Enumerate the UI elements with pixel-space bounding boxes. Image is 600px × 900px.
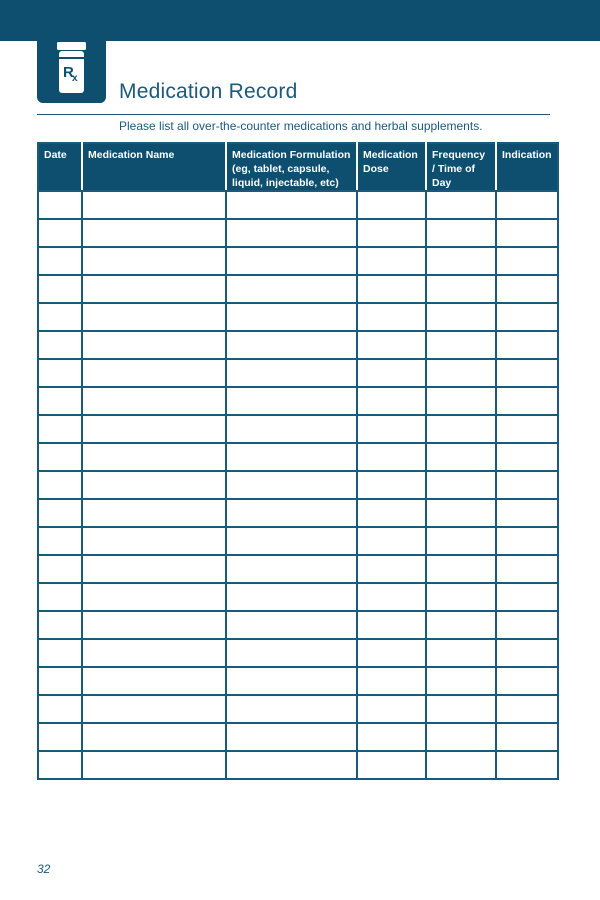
dose-cell[interactable] bbox=[357, 751, 426, 779]
date-cell[interactable] bbox=[38, 303, 82, 331]
formulation-cell[interactable] bbox=[226, 415, 357, 443]
frequency-cell[interactable] bbox=[426, 723, 496, 751]
formulation-cell[interactable] bbox=[226, 583, 357, 611]
table-row bbox=[38, 275, 558, 303]
indication-cell[interactable] bbox=[496, 639, 558, 667]
date-cell[interactable] bbox=[38, 247, 82, 275]
table-row bbox=[38, 499, 558, 527]
frequency-cell[interactable] bbox=[426, 359, 496, 387]
date-cell[interactable] bbox=[38, 219, 82, 247]
formulation-cell[interactable] bbox=[226, 443, 357, 471]
title-divider bbox=[37, 114, 550, 115]
date-cell[interactable] bbox=[38, 387, 82, 415]
medication-name-cell[interactable] bbox=[82, 723, 226, 751]
table-row bbox=[38, 723, 558, 751]
indication-cell[interactable] bbox=[496, 583, 558, 611]
column-header-date: Date bbox=[38, 143, 82, 191]
indication-cell[interactable] bbox=[496, 275, 558, 303]
date-cell[interactable] bbox=[38, 555, 82, 583]
dose-cell[interactable] bbox=[357, 219, 426, 247]
prescription-bottle-icon bbox=[37, 41, 106, 103]
date-cell[interactable] bbox=[38, 471, 82, 499]
formulation-cell[interactable] bbox=[226, 303, 357, 331]
table-row bbox=[38, 667, 558, 695]
frequency-cell[interactable] bbox=[426, 695, 496, 723]
date-cell[interactable] bbox=[38, 415, 82, 443]
dose-cell[interactable] bbox=[357, 191, 426, 219]
medication-name-cell[interactable] bbox=[82, 667, 226, 695]
column-header-frequency: Frequency / Time of Day bbox=[426, 143, 496, 191]
indication-cell[interactable] bbox=[496, 527, 558, 555]
frequency-cell[interactable] bbox=[426, 527, 496, 555]
table-row bbox=[38, 415, 558, 443]
dose-cell[interactable] bbox=[357, 303, 426, 331]
dose-cell[interactable] bbox=[357, 247, 426, 275]
indication-cell[interactable] bbox=[496, 695, 558, 723]
date-cell[interactable] bbox=[38, 527, 82, 555]
formulation-cell[interactable] bbox=[226, 191, 357, 219]
formulation-cell[interactable] bbox=[226, 751, 357, 779]
medication-name-cell[interactable] bbox=[82, 247, 226, 275]
dose-cell[interactable] bbox=[357, 639, 426, 667]
medication-name-cell[interactable] bbox=[82, 387, 226, 415]
table-row bbox=[38, 303, 558, 331]
date-cell[interactable] bbox=[38, 611, 82, 639]
medication-name-cell[interactable] bbox=[82, 583, 226, 611]
indication-cell[interactable] bbox=[496, 331, 558, 359]
frequency-cell[interactable] bbox=[426, 387, 496, 415]
dose-cell[interactable] bbox=[357, 471, 426, 499]
dose-cell[interactable] bbox=[357, 667, 426, 695]
medication-name-cell[interactable] bbox=[82, 555, 226, 583]
table-row bbox=[38, 695, 558, 723]
page-number: 32 bbox=[37, 862, 51, 876]
date-cell[interactable] bbox=[38, 695, 82, 723]
formulation-cell[interactable] bbox=[226, 555, 357, 583]
date-cell[interactable] bbox=[38, 583, 82, 611]
table-row bbox=[38, 443, 558, 471]
indication-cell[interactable] bbox=[496, 247, 558, 275]
table-row bbox=[38, 247, 558, 275]
frequency-cell[interactable] bbox=[426, 247, 496, 275]
frequency-cell[interactable] bbox=[426, 667, 496, 695]
date-cell[interactable] bbox=[38, 639, 82, 667]
date-cell[interactable] bbox=[38, 275, 82, 303]
dose-cell[interactable] bbox=[357, 387, 426, 415]
medication-name-cell[interactable] bbox=[82, 695, 226, 723]
dose-cell[interactable] bbox=[357, 331, 426, 359]
date-cell[interactable] bbox=[38, 751, 82, 779]
medication-name-cell[interactable] bbox=[82, 611, 226, 639]
indication-cell[interactable] bbox=[496, 303, 558, 331]
dose-cell[interactable] bbox=[357, 415, 426, 443]
table-row bbox=[38, 331, 558, 359]
frequency-cell[interactable] bbox=[426, 471, 496, 499]
formulation-cell[interactable] bbox=[226, 275, 357, 303]
frequency-cell[interactable] bbox=[426, 555, 496, 583]
indication-cell[interactable] bbox=[496, 611, 558, 639]
formulation-cell[interactable] bbox=[226, 387, 357, 415]
formulation-cell[interactable] bbox=[226, 359, 357, 387]
column-header-formulation: Medication Formulation (eg, tablet, capsule, liquid, injectable, etc) bbox=[226, 143, 357, 191]
frequency-cell[interactable] bbox=[426, 331, 496, 359]
frequency-cell[interactable] bbox=[426, 191, 496, 219]
svg-text:R: R bbox=[63, 64, 74, 81]
formulation-cell[interactable] bbox=[226, 499, 357, 527]
dose-cell[interactable] bbox=[357, 359, 426, 387]
date-cell[interactable] bbox=[38, 191, 82, 219]
indication-cell[interactable] bbox=[496, 443, 558, 471]
formulation-cell[interactable] bbox=[226, 219, 357, 247]
table-row bbox=[38, 527, 558, 555]
svg-text:x: x bbox=[72, 73, 78, 84]
date-cell[interactable] bbox=[38, 499, 82, 527]
frequency-cell[interactable] bbox=[426, 639, 496, 667]
table-row bbox=[38, 639, 558, 667]
table-row bbox=[38, 359, 558, 387]
dose-cell[interactable] bbox=[357, 443, 426, 471]
medication-name-cell[interactable] bbox=[82, 191, 226, 219]
medication-name-cell[interactable] bbox=[82, 443, 226, 471]
indication-cell[interactable] bbox=[496, 723, 558, 751]
formulation-cell[interactable] bbox=[226, 639, 357, 667]
formulation-cell[interactable] bbox=[226, 667, 357, 695]
indication-cell[interactable] bbox=[496, 667, 558, 695]
frequency-cell[interactable] bbox=[426, 583, 496, 611]
indication-cell[interactable] bbox=[496, 359, 558, 387]
formulation-cell[interactable] bbox=[226, 723, 357, 751]
dose-cell[interactable] bbox=[357, 527, 426, 555]
frequency-cell[interactable] bbox=[426, 499, 496, 527]
formulation-cell[interactable] bbox=[226, 471, 357, 499]
page-title: Medication Record bbox=[119, 80, 298, 103]
medication-name-cell[interactable] bbox=[82, 359, 226, 387]
dose-cell[interactable] bbox=[357, 695, 426, 723]
indication-cell[interactable] bbox=[496, 471, 558, 499]
frequency-cell[interactable] bbox=[426, 443, 496, 471]
date-cell[interactable] bbox=[38, 443, 82, 471]
formulation-cell[interactable] bbox=[226, 611, 357, 639]
dose-cell[interactable] bbox=[357, 723, 426, 751]
table-row bbox=[38, 219, 558, 247]
formulation-cell[interactable] bbox=[226, 527, 357, 555]
formulation-cell[interactable] bbox=[226, 247, 357, 275]
dose-cell[interactable] bbox=[357, 555, 426, 583]
table-row bbox=[38, 387, 558, 415]
indication-cell[interactable] bbox=[496, 387, 558, 415]
medication-name-cell[interactable] bbox=[82, 639, 226, 667]
date-cell[interactable] bbox=[38, 723, 82, 751]
medication-name-cell[interactable] bbox=[82, 499, 226, 527]
table-row bbox=[38, 555, 558, 583]
date-cell[interactable] bbox=[38, 331, 82, 359]
frequency-cell[interactable] bbox=[426, 415, 496, 443]
date-cell[interactable] bbox=[38, 667, 82, 695]
column-header-dose: Medication Dose bbox=[357, 143, 426, 191]
top-banner bbox=[0, 0, 600, 41]
table-row bbox=[38, 611, 558, 639]
dose-cell[interactable] bbox=[357, 611, 426, 639]
dose-cell[interactable] bbox=[357, 499, 426, 527]
date-cell[interactable] bbox=[38, 359, 82, 387]
medication-name-cell[interactable] bbox=[82, 751, 226, 779]
column-header-indication: Indication bbox=[496, 143, 558, 191]
table-row bbox=[38, 191, 558, 219]
medication-name-cell[interactable] bbox=[82, 471, 226, 499]
indication-cell[interactable] bbox=[496, 499, 558, 527]
medication-name-cell[interactable] bbox=[82, 219, 226, 247]
indication-cell[interactable] bbox=[496, 415, 558, 443]
table-row bbox=[38, 583, 558, 611]
indication-cell[interactable] bbox=[496, 219, 558, 247]
medication-name-cell[interactable] bbox=[82, 331, 226, 359]
table-row bbox=[38, 751, 558, 779]
medication-record-table bbox=[37, 142, 559, 780]
frequency-cell[interactable] bbox=[426, 275, 496, 303]
indication-cell[interactable] bbox=[496, 751, 558, 779]
dose-cell[interactable] bbox=[357, 583, 426, 611]
formulation-cell[interactable] bbox=[226, 695, 357, 723]
indication-cell[interactable] bbox=[496, 555, 558, 583]
frequency-cell[interactable] bbox=[426, 751, 496, 779]
frequency-cell[interactable] bbox=[426, 303, 496, 331]
formulation-cell[interactable] bbox=[226, 331, 357, 359]
indication-cell[interactable] bbox=[496, 191, 558, 219]
medication-name-cell[interactable] bbox=[82, 527, 226, 555]
column-header-medication-name: Medication Name bbox=[82, 143, 226, 191]
medication-name-cell[interactable] bbox=[82, 303, 226, 331]
table-header-row bbox=[38, 143, 558, 191]
dose-cell[interactable] bbox=[357, 275, 426, 303]
medication-name-cell[interactable] bbox=[82, 275, 226, 303]
table-row bbox=[38, 471, 558, 499]
medication-name-cell[interactable] bbox=[82, 415, 226, 443]
instruction-text: Please list all over-the-counter medications and herbal supplements. bbox=[119, 119, 483, 133]
frequency-cell[interactable] bbox=[426, 219, 496, 247]
frequency-cell[interactable] bbox=[426, 611, 496, 639]
rx-badge bbox=[37, 41, 106, 103]
